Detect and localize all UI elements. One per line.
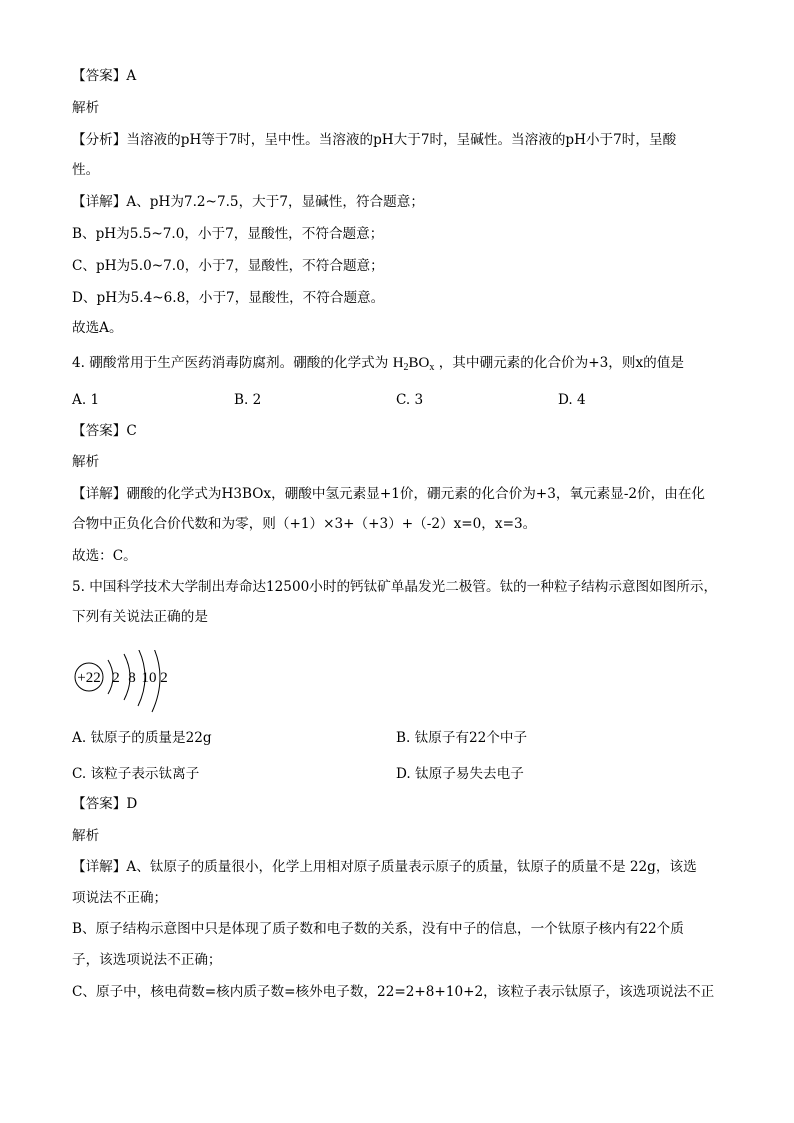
shell-electrons-3: 10 [141,670,157,686]
analysis-text-q3-1: 【分析】当溶液的pH等于7时，呈中性。当溶液的pH大于7时，呈碱性。当溶液的pH小于7时，呈酸 [72,132,677,148]
atom-nucleus-label: +22 [77,670,101,686]
q5-option-c: C. 该粒子表示钛离子 [72,766,200,782]
question-5-line2: 下列有关说法正确的是 [72,609,208,625]
detail-q5-c-1: C、原子中，核电荷数=核内质子数=核外电子数，22=2+8+10+2，该粒子表示钛原子，该选项说法不正 [72,984,715,1000]
q5-option-a: A. 钛原子的质量是22g [72,730,212,746]
detail-q3-a: 【详解】A、pH为7.2~7.5，大于7，显碱性，符合题意； [72,194,424,210]
shell-electrons-1: 2 [112,670,120,686]
conclusion-q4: 故选：C。 [72,548,137,564]
analysis-heading-q5: 解析 [72,828,100,844]
formula-sub-x: x [429,362,435,373]
q4-option-a: A. 1 [72,392,100,408]
formula-h: H [392,355,404,371]
analysis-heading-q4: 解析 [72,454,100,470]
analysis-heading-q3: 解析 [72,100,100,116]
conclusion-q3: 故选A。 [72,320,123,336]
detail-q5-a-2: 项说法不正确； [72,890,168,906]
q4-option-c: C. 3 [396,392,424,408]
answer-q3: 【答案】A [72,68,137,84]
shell-electrons-2: 8 [128,670,136,686]
detail-q5-b-2: 子，该选项说法不正确； [72,952,222,968]
detail-q4-1: 【详解】硼酸的化学式为H3BOx，硼酸中氢元素显+1价，硼元素的化合价为+3，氧元素显-2价，由在化 [72,486,706,502]
boric-acid-formula [393,355,435,371]
answer-q5: 【答案】D [72,796,138,812]
answer-q4: 【答案】C [72,423,137,439]
q4-option-d: D. 4 [558,392,586,408]
q5-option-d: D. 钛原子易失去电子 [396,766,524,782]
question-4-prefix: 4. 硼酸常用于生产医药消毒防腐剂。硼酸的化学式为 [72,355,389,371]
detail-q5-b-1: B、原子结构示意图中只是体现了质子数和电子数的关系，没有中子的信息，一个钛原子核内有22个质 [72,921,684,937]
q5-option-b: B. 钛原子有22个中子 [396,730,528,746]
formula-bo: BO [408,355,430,371]
shell-electrons-4: 2 [160,670,168,686]
detail-q5-a-1: 【详解】A、钛原子的质量很小，化学上用相对原子质量表示原子的质量，钛原子的质量不是 22g，该选 [72,859,697,875]
formula-sub-2: 2 [403,362,409,373]
detail-q3-b: B、pH为5.5~7.0，小于7，显酸性，不符合题意； [72,226,384,242]
q4-option-b: B. 2 [234,392,262,408]
question-4-suffix: ，其中硼元素的化合价为+3，则x的值是 [438,355,684,371]
question-5-line1: 5. 中国科学技术大学制出寿命达12500小时的钙钛矿单晶发光二极管。钛的一种粒子结构示意图如图所示， [72,579,718,595]
detail-q3-c: C、pH为5.0~7.0，小于7，显酸性，不符合题意； [72,258,384,274]
analysis-text-q3-2: 性。 [72,162,100,178]
detail-q4-2: 合物中正负化合价代数和为零，则（+1）×3+（+3）+（-2）x=0，x=3。 [72,516,537,532]
question-4 [72,353,684,378]
detail-q3-d: D、pH为5.4~6.8，小于7，显酸性，不符合题意。 [72,290,385,306]
titanium-atom-structure-diagram [72,650,182,714]
